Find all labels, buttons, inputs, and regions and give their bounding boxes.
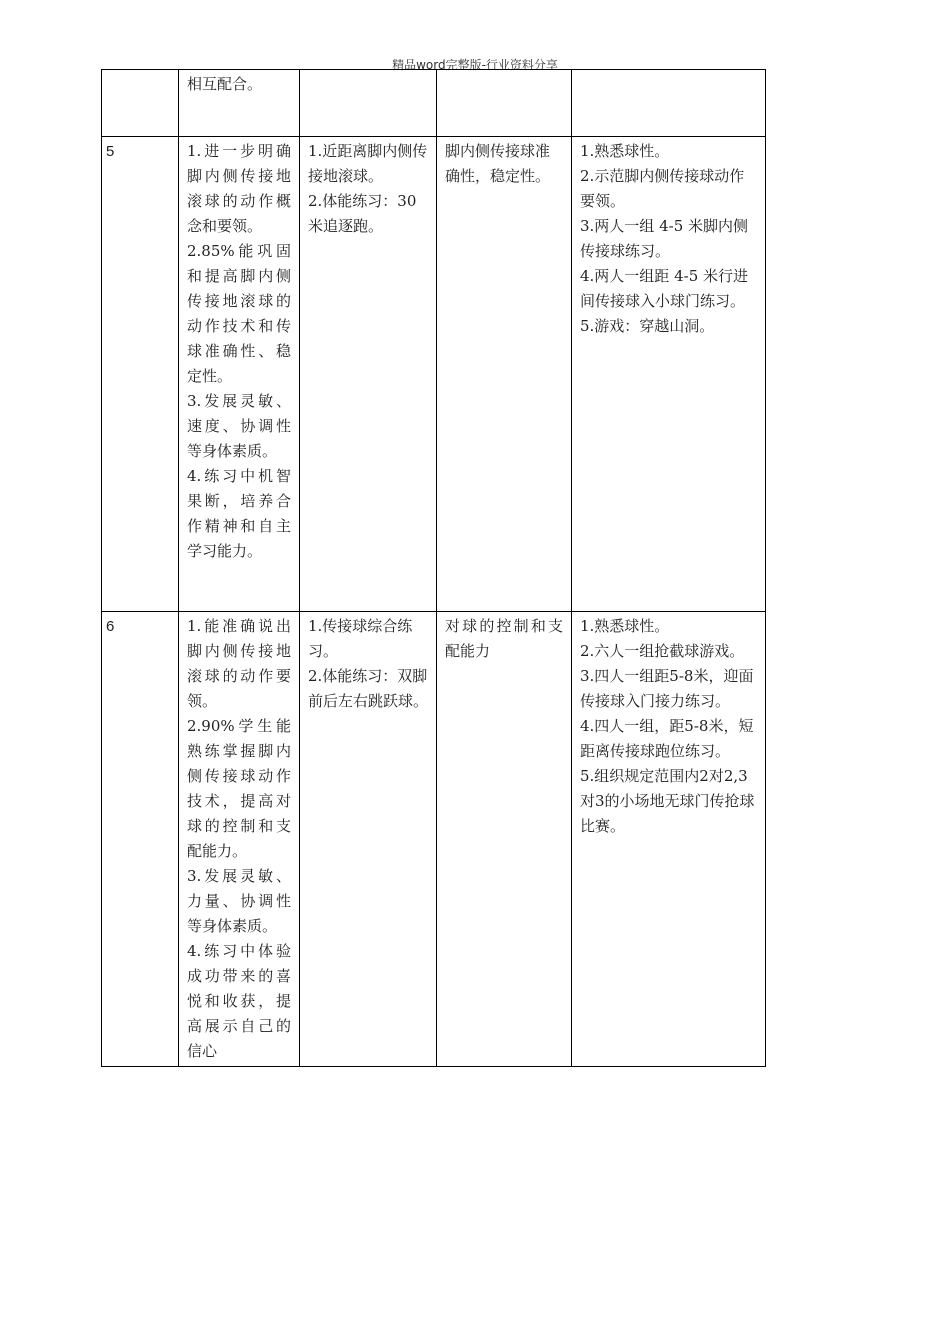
lesson-key-point-cell	[437, 137, 572, 612]
method-line: 3.两人一组 4-5 米脚内侧传接球练习。	[580, 217, 749, 260]
lesson-plan-table	[101, 69, 766, 1067]
method-line: 5.游戏：穿越山洞。	[580, 317, 715, 335]
method-line: 4.四人一组，距5-8米，短距离传接球跑位练习。	[580, 717, 754, 760]
lesson-key-point-cell	[437, 612, 572, 1067]
lesson-content-cell	[300, 137, 437, 612]
lesson-content-cell	[300, 612, 437, 1067]
goal-line: 4.练习中体验成功带来的喜悦和收获，提高展示自己的信心	[187, 942, 291, 1060]
page-header: 精品word完整版-行业资料分享	[392, 58, 558, 72]
goal-line: 1.进一步明确脚内侧传接地滚球的动作概念和要领。	[187, 142, 291, 235]
lesson-method-cell	[572, 612, 766, 1067]
content-line: 2.体能练习：双脚前后左右跳跃球。	[308, 667, 429, 710]
goal-line: 1.能准确说出脚内侧传接地滚球的动作要领。	[187, 617, 291, 710]
table-row	[102, 612, 766, 1067]
lesson-number-cell: 5	[102, 137, 179, 612]
lesson-method-cell	[572, 70, 766, 137]
lesson-method-cell	[572, 137, 766, 612]
key-point-line: 对球的控制和支配能力	[445, 617, 563, 660]
goal-line: 2.90%学生能熟练掌握脚内侧传接球动作技术，提高对球的控制和支配能力。	[187, 717, 291, 860]
method-line: 2.示范脚内侧传接球动作要领。	[580, 167, 745, 210]
lesson-content-cell	[300, 70, 437, 137]
table-row	[102, 137, 766, 612]
goal-line: 2.85%能巩固和提高脚内侧传接地滚球的动作技术和传球准确性、稳定性。	[187, 242, 291, 385]
method-line: 1.熟悉球性。	[580, 142, 670, 160]
method-line: 4.两人一组距 4-5 米行进间传接球入小球门练习。	[580, 267, 749, 310]
lesson-number-cell	[102, 70, 179, 137]
table-row	[102, 70, 766, 137]
lesson-goal-cell	[179, 612, 300, 1067]
method-line: 3.四人一组距5-8米，迎面传接球入门接力练习。	[580, 667, 754, 710]
goal-line: 3.发展灵敏、力量、协调性等身体素质。	[187, 867, 291, 935]
key-point-line: 脚内侧传接球准确性，稳定性。	[445, 142, 551, 185]
content-line: 1.传接球综合练习。	[308, 617, 413, 660]
method-line: 1.熟悉球性。	[580, 617, 670, 635]
method-line: 5.组织规定范围内2对2,3对3的小场地无球门传抢球比赛。	[580, 767, 755, 835]
lesson-goal-cell	[179, 137, 300, 612]
lesson-key-point-cell	[437, 70, 572, 137]
lesson-goal-cell	[179, 70, 300, 137]
method-line: 2.六人一组抢截球游戏。	[580, 642, 745, 660]
lesson-number-cell: 6	[102, 612, 179, 1067]
content-line: 2.体能练习：30米追逐跑。	[308, 192, 417, 235]
goal-line: 4.练习中机智果断，培养合作精神和自主学习能力。	[187, 467, 291, 560]
content-line: 1.近距离脚内侧传接地滚球。	[308, 142, 428, 185]
goal-line: 相互配合。	[187, 75, 263, 93]
goal-line: 3.发展灵敏、速度、协调性等身体素质。	[187, 392, 291, 460]
